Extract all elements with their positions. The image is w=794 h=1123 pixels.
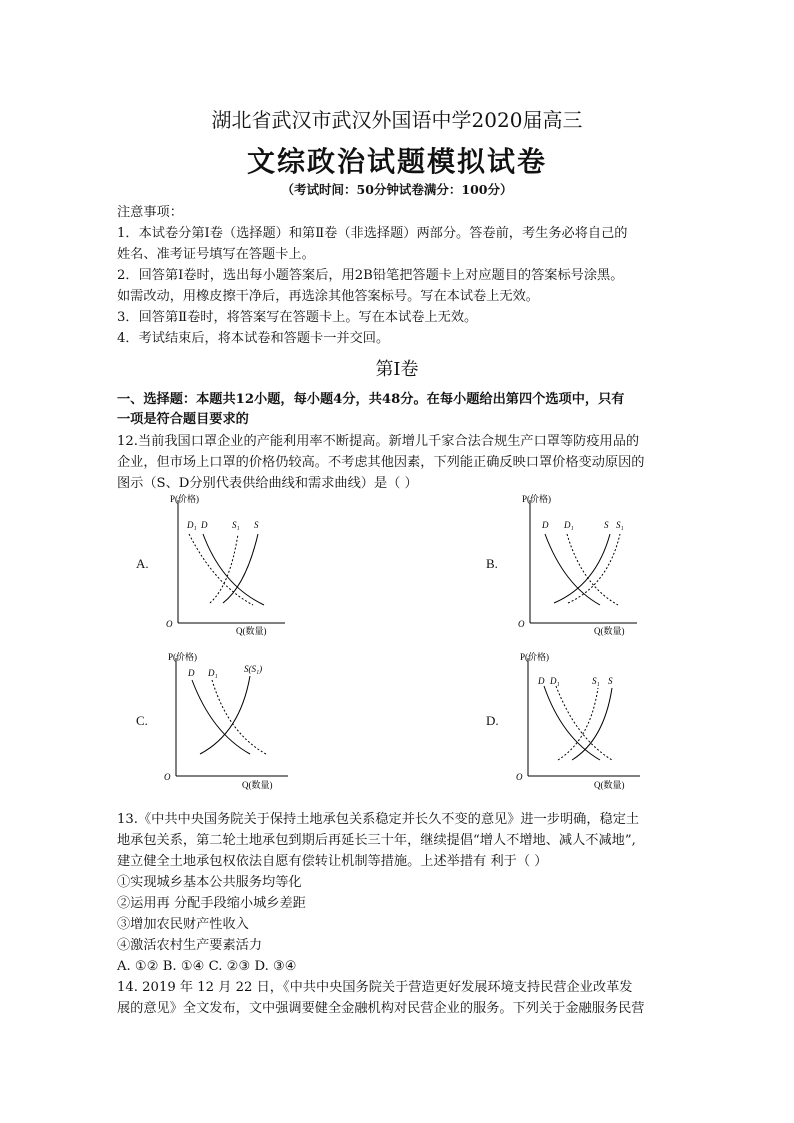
y-axis-label: P(价格) xyxy=(520,652,549,662)
notes-line: 如需改动，用橡皮擦干净后，再选涂其他答案标号。写在本试卷上无效。 xyxy=(117,289,539,304)
curve-label: S₁ xyxy=(592,676,600,686)
graph-a xyxy=(160,490,295,640)
exam-subtitle: （考试时间：50分钟试卷满分：100分） xyxy=(281,182,513,197)
curve-d1 xyxy=(212,680,266,754)
curve-s xyxy=(572,688,612,760)
origin-label: O xyxy=(518,619,525,629)
x-axis-label: Q(数量) xyxy=(594,780,625,790)
exam-title: 文综政治试题模拟试卷 xyxy=(246,145,547,178)
x-axis-label: Q(数量) xyxy=(242,780,273,790)
curve-label: S xyxy=(608,676,613,686)
curve-d xyxy=(192,680,250,754)
question-13-item: ③增加农民财产性收入 xyxy=(117,917,249,932)
curve-s xyxy=(200,676,250,754)
curve-s1 xyxy=(568,534,620,603)
curve-label: S₁ xyxy=(232,520,240,530)
question-12-text: 图示（S、D分别代表供给曲线和需求曲线）是（ ） xyxy=(117,476,418,491)
curve-s xyxy=(223,534,258,603)
notes-line: 1．本试卷分第Ⅰ卷（选择题）和第Ⅱ卷（非选择题）两部分。答卷前，考生务必将自己的 xyxy=(117,226,628,241)
section-instructions: 一项是符合题目要求的 xyxy=(117,412,249,427)
curve-label: S xyxy=(604,520,609,530)
curve-label: S₁ xyxy=(616,520,624,530)
curve-label: D xyxy=(188,668,195,678)
origin-label: O xyxy=(516,772,523,782)
question-12-text: 企业，但市场上口罩的价格仍较高。不考虑其他因素，下列能正确反映口罩价格变动原因的 xyxy=(117,455,645,470)
option-c-label: C. xyxy=(136,713,148,728)
y-axis-label: P(价格) xyxy=(522,494,551,504)
section-title: 第Ⅰ卷 xyxy=(375,359,419,380)
curve-label: D xyxy=(542,520,549,530)
question-14-text: 展的意见》全文发布，文中强调要健全金融机构对民营企业的服务。下列关于金融服务民营 xyxy=(117,1001,645,1016)
origin-label: O xyxy=(166,619,173,629)
graph-c xyxy=(160,648,295,798)
curve-label: D₁ xyxy=(208,668,218,678)
origin-label: O xyxy=(164,772,171,782)
question-13-item: ②运用再 分配手段缩小城乡差距 xyxy=(117,896,306,911)
curve-label: S xyxy=(254,520,259,530)
x-axis-label: Q(数量) xyxy=(236,626,267,636)
notes-line: 4．考试结束后，将本试卷和答题卡一并交回。 xyxy=(117,331,390,346)
notes-heading: 注意事项： xyxy=(117,205,183,220)
option-d-label: D. xyxy=(486,713,499,728)
question-13-item: ④激活农村生产要素活力 xyxy=(117,938,263,953)
question-14-text: 14. 2019 年 12 月 22 日，《中共中央国务院关于营造更好发展环境支持民营企业改革发 xyxy=(117,980,633,995)
question-13-item: ①实现城乡基本公共服务均等化 xyxy=(117,875,302,890)
curve-s1 xyxy=(558,688,598,760)
notes-line: 姓名、准考证号填写在答题卡上。 xyxy=(117,247,315,262)
question-12-text: 12.当前我国口罩企业的产能利用率不断提高。新增儿千家合法合规生产口罩等防疫用品的 xyxy=(117,434,640,449)
question-13-text: 地承包关系，第二轮土地承包到期后再延长三十年，继续提倡“增人不增地、减人不减地”, xyxy=(117,833,636,848)
curve-label: D₁ xyxy=(187,520,197,530)
curve-label: S(S₁) xyxy=(244,664,263,674)
option-b-label: B. xyxy=(486,556,498,571)
y-axis-label: P(价格) xyxy=(168,652,197,662)
notes-line: 2．回答第Ⅰ卷时，选出每小题答案后，用2B铅笔把答题卡上对应题目的答案标号涂黑。 xyxy=(117,268,624,283)
option-a-label: A. xyxy=(136,556,149,571)
graph-d xyxy=(512,648,647,798)
notes-line: 3．回答第Ⅱ卷时，将答案写在答题卡上。写在本试卷上无效。 xyxy=(117,310,478,325)
y-axis-label: P(价格) xyxy=(170,494,199,504)
graph-b xyxy=(512,490,647,640)
curve-label: D xyxy=(538,676,545,686)
curve-d1 xyxy=(567,534,618,605)
curve-label: D₁ xyxy=(550,676,560,686)
question-13-choices: A. ①② B. ①④ C. ②③ D. ③④ xyxy=(117,959,297,974)
question-13-text: 13.《中共中央国务院关于保持土地承包关系稳定并长久不变的意见》进一步明确，稳定土 xyxy=(117,812,640,827)
curve-label: D xyxy=(201,520,208,530)
curve-label: D₁ xyxy=(564,520,574,530)
question-13-text: 建立健全土地承包权依法自愿有偿转让机制等措施。上述举措有 利于（ ） xyxy=(117,854,548,869)
curve-d xyxy=(545,534,600,605)
x-axis-label: Q(数量) xyxy=(594,626,625,636)
section-instructions: 一、选择题：本题共12小题，每小题4分，共48分。在每小题给出第四个选项中，只有 xyxy=(117,392,625,407)
curve-d1 xyxy=(189,534,253,605)
school-title: 湖北省武汉市武汉外国语中学2020届高三 xyxy=(211,108,583,132)
